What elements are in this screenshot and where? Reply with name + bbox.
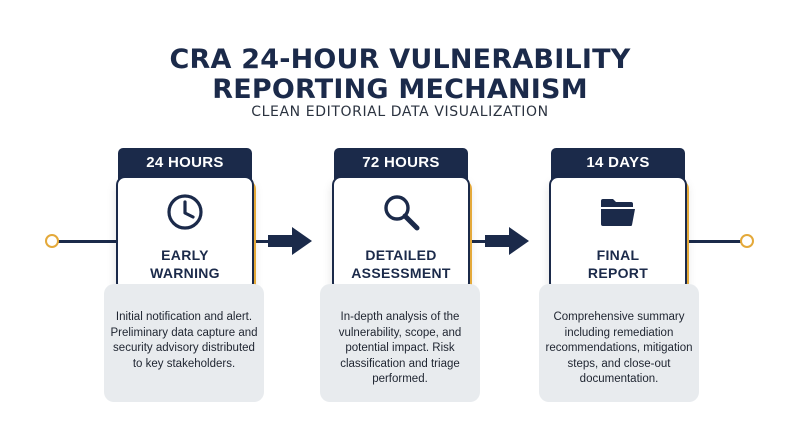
timeline-start-dot <box>45 234 59 248</box>
step-timeframe-tab: 24 HOURS <box>118 148 252 180</box>
step-timeframe-tab: 14 DAYS <box>551 148 685 180</box>
step-label-line-1: EARLY <box>161 247 209 263</box>
step-label <box>551 246 685 282</box>
timeline-line-left <box>56 240 120 243</box>
step-description: Comprehensive summary including remediation recommendations, mitigation steps, and close-out documentation. <box>539 284 699 402</box>
step-label-line-2: WARNING <box>150 265 220 281</box>
page-title-line-2: REPORTING MECHANISM <box>212 74 588 105</box>
page-title-line-1: CRA 24-HOUR VULNERABILITY <box>169 44 631 75</box>
timeline-end-dot <box>740 234 754 248</box>
step-label-line-1: DETAILED <box>365 247 437 263</box>
step-card <box>332 176 470 292</box>
timeline-line-right <box>682 240 744 243</box>
page-subtitle: CLEAN EDITORIAL DATA VISUALIZATION <box>251 104 549 120</box>
step-label-line-2: REPORT <box>587 265 649 281</box>
folder-icon <box>598 192 638 232</box>
step-card <box>116 176 254 292</box>
step-label-line-1: FINAL <box>596 247 640 263</box>
arrow-right-icon <box>485 225 531 257</box>
arrow-right-icon <box>268 225 314 257</box>
magnifier-icon <box>381 192 421 232</box>
step-description: In-depth analysis of the vulnerability, scope, and potential impact. Risk classification and triage performed. <box>320 284 480 402</box>
step-description: Initial notification and alert. Preliminary data capture and security advisory distributed to key stakeholders. <box>104 284 264 402</box>
step-label <box>334 246 468 282</box>
step-label-line-2: ASSESSMENT <box>351 265 451 281</box>
clock-icon <box>165 192 205 232</box>
step-card <box>549 176 687 292</box>
step-label <box>118 246 252 282</box>
step-timeframe-tab: 72 HOURS <box>334 148 468 180</box>
